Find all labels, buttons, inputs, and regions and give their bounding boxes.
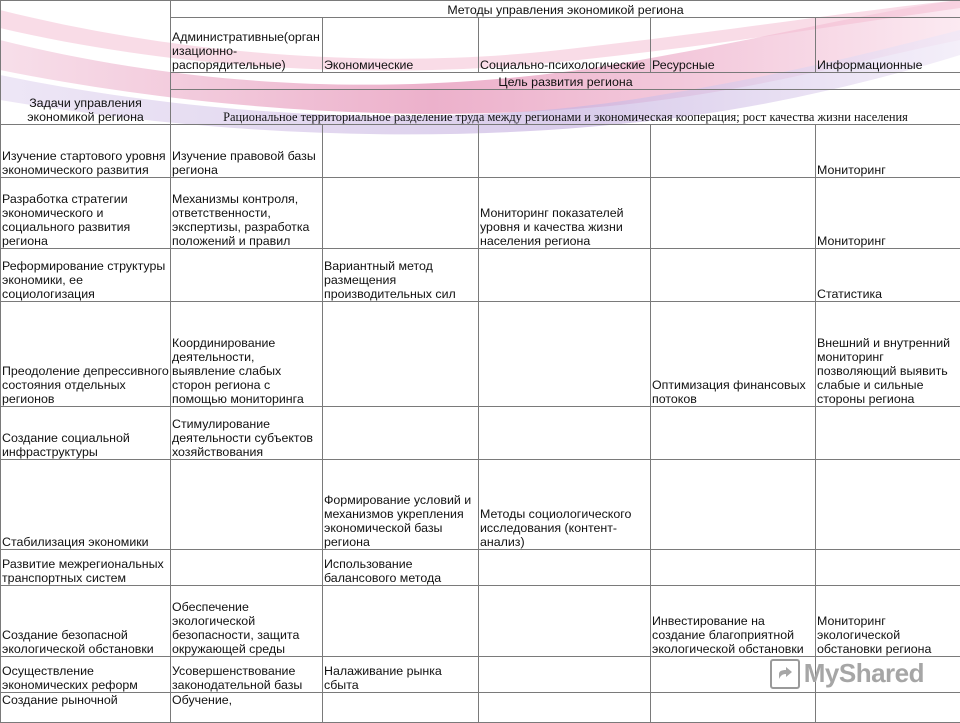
table-cell: Статистика	[816, 249, 960, 302]
table-row	[1, 302, 960, 407]
task-cell: Осуществление экономических реформ	[1, 657, 171, 693]
method-header-resource: Ресурсные	[651, 18, 816, 73]
row-header-label: Задачи управления экономикой региона	[1, 1, 171, 125]
table-row	[1, 586, 960, 657]
task-cell: Создание безопасной экологической обстановки	[1, 586, 171, 657]
table-cell	[816, 407, 960, 460]
table-cell: Механизмы контроля, ответственности, экспертизы, разработка положений и правил	[171, 178, 323, 249]
table-cell: Стимулирование деятельности субъектов хозяйствования	[171, 407, 323, 460]
goal-text: Рациональное территориальное разделение труда между регионами и экономическая кооперация; рост качества жизни населения	[171, 90, 960, 125]
table-cell: Использование балансового метода	[323, 550, 479, 586]
table-cell: Усовершенствование законодательной базы	[171, 657, 323, 693]
table-cell: Мониторинг	[816, 178, 960, 249]
table-cell	[816, 460, 960, 550]
myshared-watermark	[770, 658, 924, 689]
table-cell: Мониторинг показателей уровня и качества жизни населения региона	[479, 178, 651, 249]
table-cell	[323, 693, 479, 723]
table-cell	[479, 586, 651, 657]
table-cell: Мониторинг экологической обстановки региона	[816, 586, 960, 657]
table-row	[1, 550, 960, 586]
table-cell	[171, 460, 323, 550]
table-cell	[479, 550, 651, 586]
table-cell	[479, 407, 651, 460]
table-title: Методы управления экономикой региона	[171, 1, 960, 18]
table-cell	[323, 407, 479, 460]
task-cell: Стабилизация экономики	[1, 460, 171, 550]
table-cell	[171, 249, 323, 302]
table-cell: Формирование условий и механизмов укрепления экономической базы региона	[323, 460, 479, 550]
method-header-economic: Экономические	[323, 18, 479, 73]
watermark-text: MyShared	[804, 658, 924, 689]
table-cell	[479, 302, 651, 407]
table-cell	[651, 407, 816, 460]
task-cell: Разработка стратегии экономического и социального развития региона	[1, 178, 171, 249]
table-cell	[479, 249, 651, 302]
table-cell	[479, 125, 651, 178]
table-cell: Оптимизация финансовых потоков	[651, 302, 816, 407]
table-cell	[323, 586, 479, 657]
table-row	[1, 460, 960, 550]
table-cell: Внешний и внутренний мониторинг позволяющий выявить слабые и сильные стороны региона	[816, 302, 960, 407]
table-row	[1, 407, 960, 460]
task-cell: Изучение стартового уровня экономического развития	[1, 125, 171, 178]
table-row	[1, 125, 960, 178]
table-cell	[816, 693, 960, 723]
table-cell: Координирование деятельности, выявление слабых сторон региона с помощью мониторинга	[171, 302, 323, 407]
table-cell	[651, 178, 816, 249]
table-cell: Инвестирование на создание благоприятной экологической обстановки	[651, 586, 816, 657]
share-arrow-icon	[770, 659, 800, 689]
table-cell	[651, 460, 816, 550]
task-cell: Создание рыночной	[1, 693, 171, 723]
task-cell: Преодоление депрессивного состояния отдельных регионов	[1, 302, 171, 407]
table-cell	[651, 693, 816, 723]
table-cell: Изучение правовой базы региона	[171, 125, 323, 178]
table-cell: Мониторинг	[816, 125, 960, 178]
task-cell: Реформирование структуры экономики, ее социологизация	[1, 249, 171, 302]
table-cell: Налаживание рынка сбыта	[323, 657, 479, 693]
method-header-administrative: Административные(организационно-распорядительные)	[171, 18, 323, 73]
table-cell	[323, 302, 479, 407]
table-cell: Методы социологического исследования (контент-анализ)	[479, 460, 651, 550]
task-cell: Развитие межрегиональных транспортных систем	[1, 550, 171, 586]
table-cell	[479, 693, 651, 723]
table-cell	[323, 125, 479, 178]
table-cell	[816, 550, 960, 586]
table-cell	[651, 550, 816, 586]
table-cell: Обучение,	[171, 693, 323, 723]
table-cell: Обеспечение экологической безопасности, защита окружающей среды	[171, 586, 323, 657]
table-cell	[171, 550, 323, 586]
method-header-informational: Информационные	[816, 18, 960, 73]
table-cell	[479, 657, 651, 693]
table-row	[1, 693, 960, 723]
task-cell: Создание социальной инфраструктуры	[1, 407, 171, 460]
table-row	[1, 178, 960, 249]
table-cell	[323, 178, 479, 249]
table-cell	[651, 249, 816, 302]
goal-label: Цель развития региона	[171, 73, 960, 90]
table-cell: Вариантный метод размещения производительных сил	[323, 249, 479, 302]
table-cell	[651, 125, 816, 178]
method-header-socio-psychological: Социально-психологические	[479, 18, 651, 73]
table-row	[1, 249, 960, 302]
